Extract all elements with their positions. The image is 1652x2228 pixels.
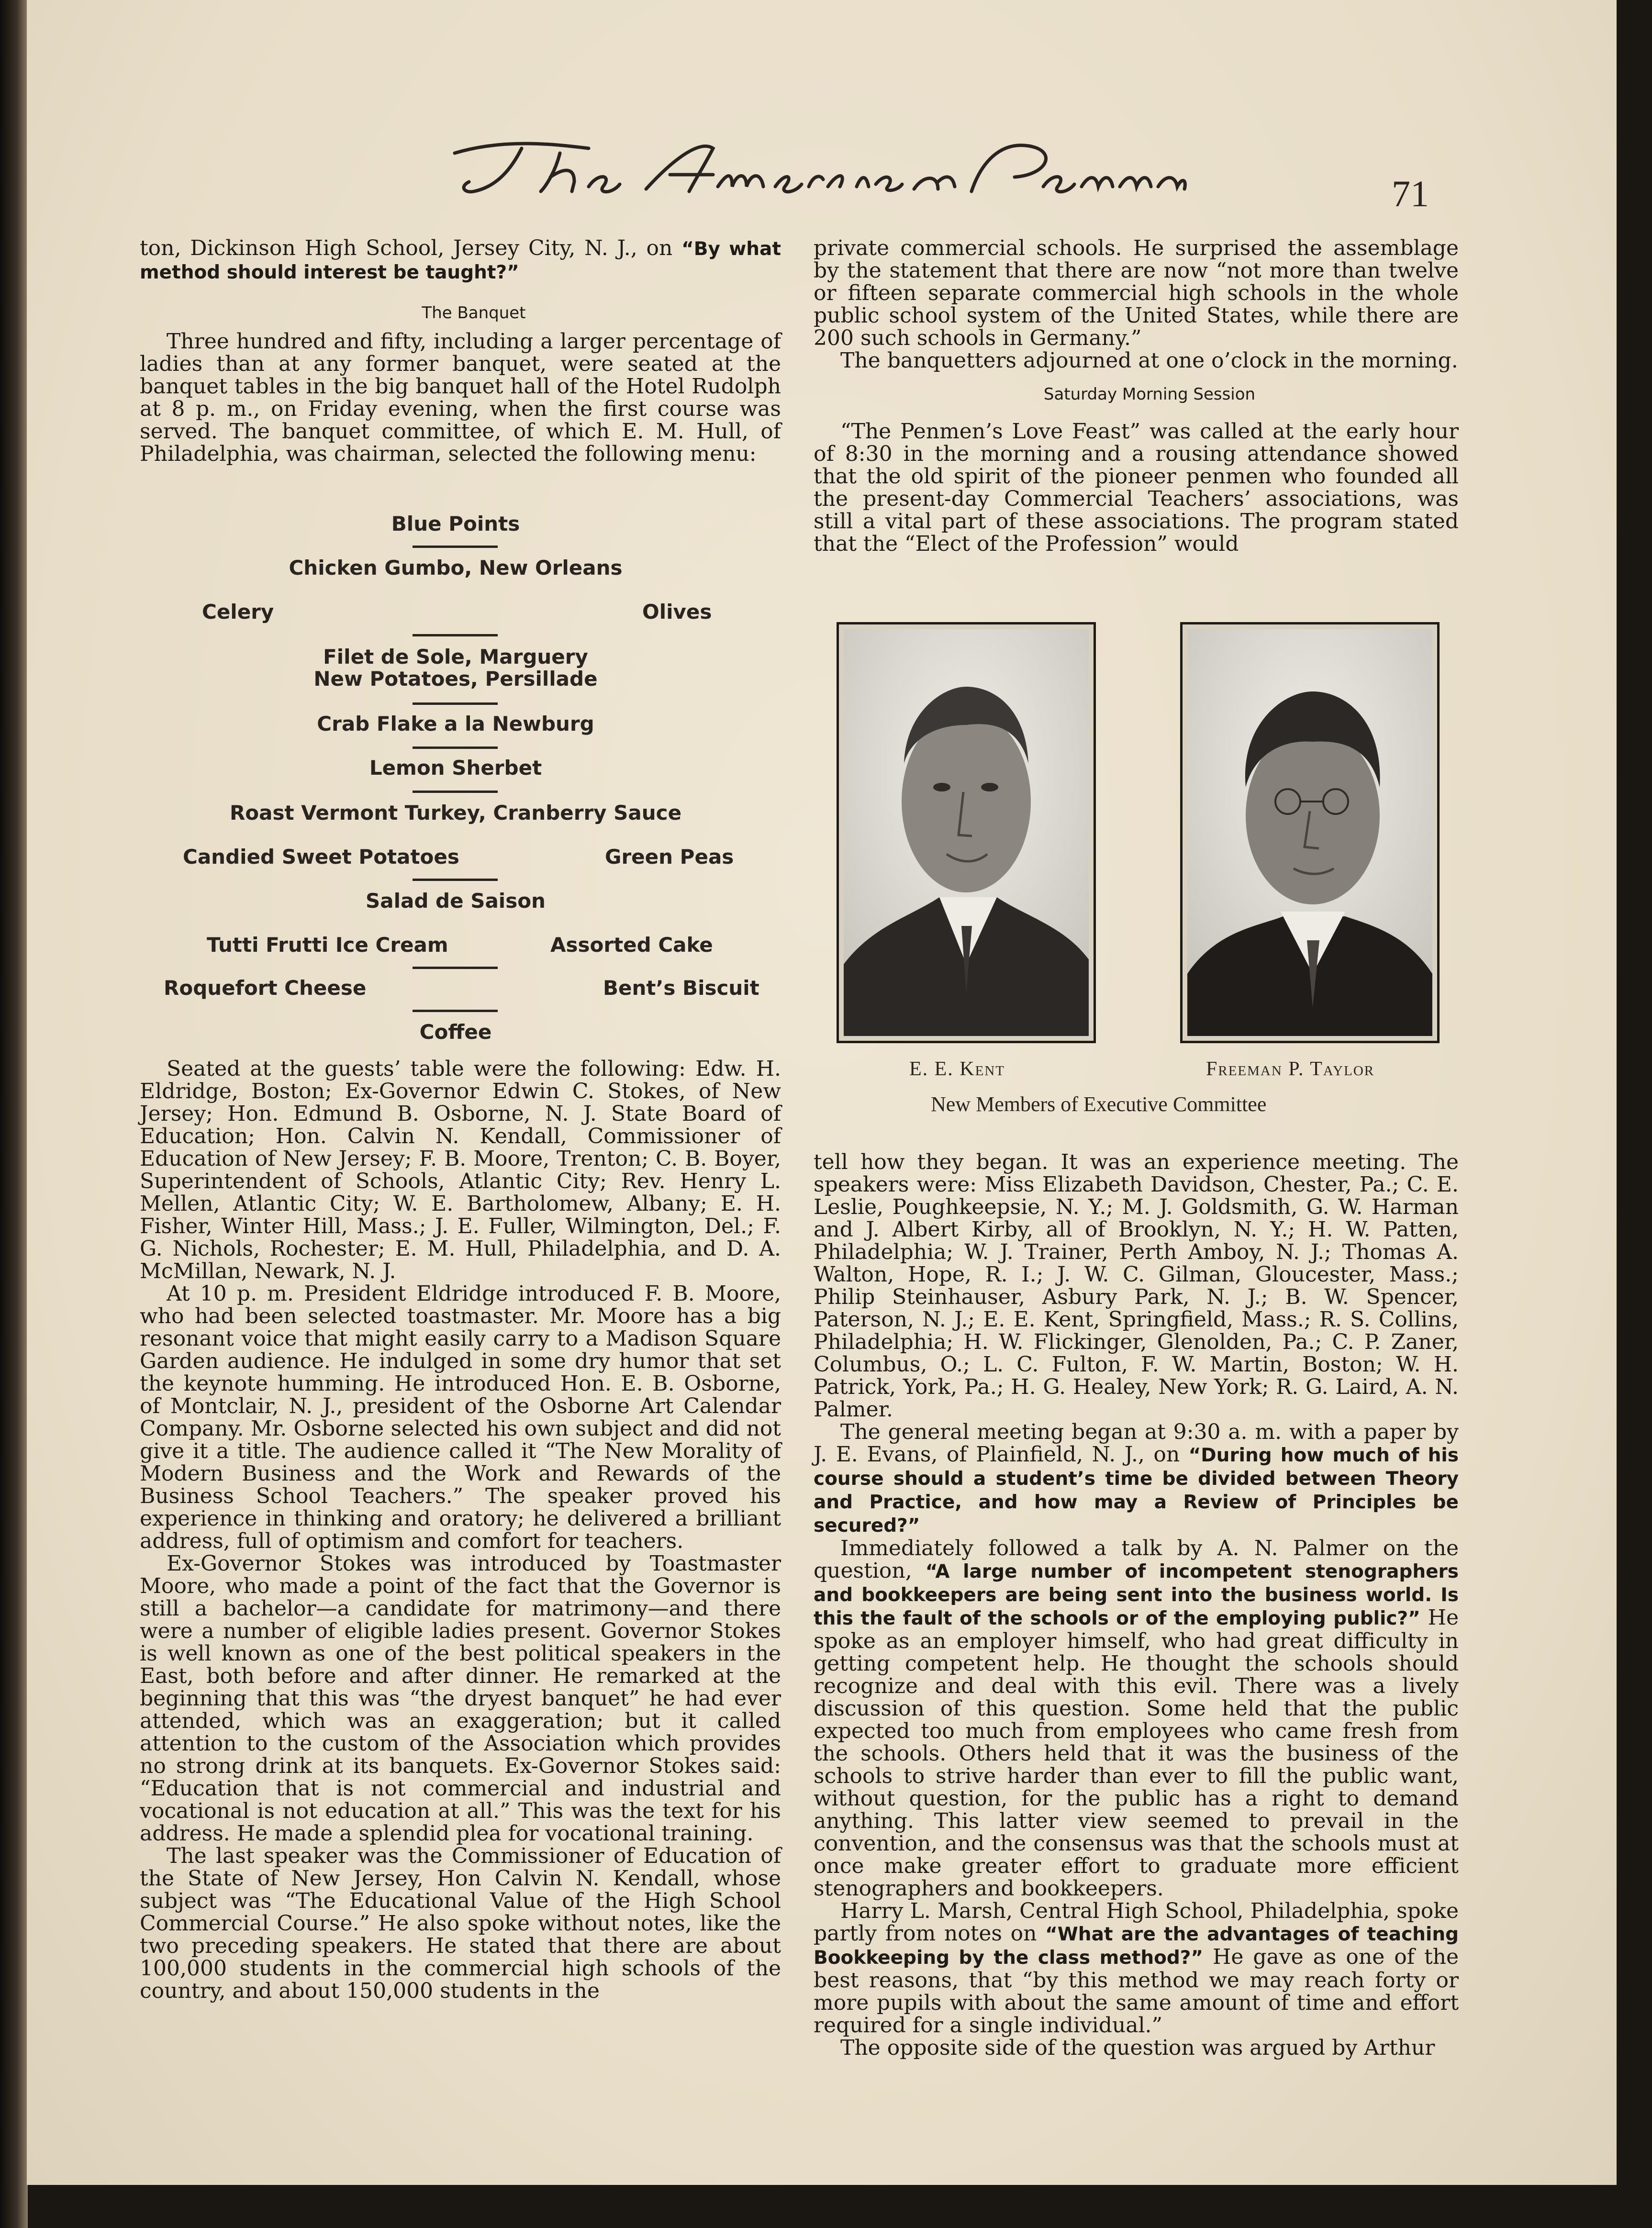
menu-divider — [413, 791, 498, 793]
marsh-paragraph — [814, 1900, 1459, 2037]
marsh-text-continued: He gave as one of the best reasons, that “by this method we may reach forty or more pupils with about the same amount of time and effort required for a single individual.” — [814, 1945, 1459, 2038]
caption-taylor: Freeman P. Taylor — [1206, 1058, 1375, 1080]
banquet-heading: The Banquet — [422, 303, 526, 323]
menu-sweet-potatoes: Candied Sweet Potatoes — [183, 845, 459, 869]
menu-gumbo: Chicken Gumbo, New Orleans — [289, 556, 623, 579]
menu-peas: Green Peas — [605, 845, 734, 869]
menu-potatoes: New Potatoes, Persillade — [313, 667, 598, 691]
speakers-paragraph: tell how they began. It was an experience meeting. The speakers were: Miss Elizabeth Davidson, Chester, Pa.; C. E. Leslie, Poughkeepsie, N. Y.; M. J. Goldsmith, G. W. Harman and J. Albert Kirby, all of Brooklyn, N. Y.; H. W. Patten, Philadelphia; W. J. Trainer, Perth Amboy, N. J.; Thomas A. Walton, Hope, R. I.; J. W. C. Gilman, Gloucester, Mass.; Philip Steinhauser, Asbury Park, N. J.; B. W. Spencer, Paterson, N. J.; E. E. Kent, Springfield, Mass.; R. S. Collins, Philadelphia; H. W. Flickinger, Glenolden, Pa.; C. P. Zaner, Columbus, O.; L. C. Fulton, F. W. Martin, Boston; W. H. Patrick, York, Pa.; H. G. Healey, New York; R. G. Laird, A. N. Palmer. — [814, 1150, 1459, 1422]
menu-ice-cream: Tutti Frutti Ice Cream — [207, 933, 448, 957]
banquet-paragraph: Three hundred and fifty, including a larger percentage of ladies than at any former banquet, were seated at the banquet tables in the big banquet hall of the Hotel Rudolph at 8 p. m., on Friday evening, when the first course was served. The banquet committee, of which E. M. Hull, of Philadelphia, was chairman, selected the following menu: — [140, 329, 781, 466]
love-feast-paragraph: “The Penmen’s Love Feast” was called at the early hour of 8:30 in the morning and a rousing attendance showed that the old spirit of the pioneer penmen who founded all the present-day Commercial Teachers’ associations, was still a vital part of these associations. The program stated that the “Elect of the Profession” would — [814, 419, 1459, 556]
menu-coffee: Coffee — [419, 1020, 492, 1044]
menu-cake: Assorted Cake — [550, 933, 713, 957]
left-column-top — [140, 237, 781, 465]
kendall-paragraph: The last speaker was the Commissioner of Education of the State of New Jersey, Hon Calvin N. Kendall, whose subject was “The Educational Value of the High School Commercial Course.” He also spoke without notes, like the two preceding speakers. He stated that there are about 100,000 students in the commercial high schools of the country, and about 150,000 students in the — [140, 1844, 781, 2003]
right-column-bottom — [814, 1151, 1459, 2059]
marsh-question: “What are the advantages of teaching Bookkeeping by the class method?” — [814, 1924, 1459, 1969]
menu-filet: Filet de Sole, Marguery — [323, 645, 588, 668]
menu-divider — [413, 967, 498, 969]
palmer-question: “A large number of incompetent stenographers and bookkeepers are being sent into the business world. Is this the fault of the schools or of the employing public?” — [814, 1561, 1459, 1629]
book-binding — [0, 0, 28, 2228]
stokes-paragraph: Ex-Governor Stokes was introduced by Toastmaster Moore, who made a point of the fact that the Governor is still a bachelor—a candidate for matrimony—and there were a number of eligible ladies present. Governor Stokes is well known as one of the best political speakers in the East, both before and after dinner. He remarked at the beginning that this was “the dryest banquet” he had ever attended, which was an exaggeration; but it called attention to the custom of the Association which provides no strong drink at its banquets. Ex-Governor Stokes said: “Education that is not commercial and industrial and vocational is not education at all.” This was the text for his address. He made a splendid plea for vocational training. — [140, 1551, 781, 1846]
portrait-frame-kent — [837, 622, 1096, 1043]
menu-divider — [413, 702, 498, 705]
private-schools-paragraph: private commercial schools. He surprised the assemblage by the statement that there are now “not more than twelve or fifteen separate commercial high schools in the whole public school system of the United States, while there are 200 such schools in Germany.” — [814, 236, 1459, 350]
menu-divider — [413, 1010, 498, 1012]
menu-divider — [413, 634, 498, 636]
palmer-text: Immediately followed a talk by A. N. Palmer on the question, — [814, 1536, 1459, 1583]
menu-cheese: Roquefort Cheese — [164, 976, 367, 1000]
palmer-text-continued: He spoke as an employer himself, who had great difficulty in getting competent help. He thought the schools should recognize and deal with this evil. There was a lively discussion of this question. Some held that the public expected too much from employees who came fresh from the schools. Others held that it was the business of the schools to strive harder than ever to fill the public want, without question, for the public has a right to demand anything. This latter view seemed to prevail in the convention, and the consensus was that the schools must at once make greater effort to graduate more efficient stenographers and bookkeepers. — [814, 1605, 1459, 1901]
menu-blue-points: Blue Points — [391, 512, 520, 535]
portrait-taylor-photo — [1187, 629, 1432, 1036]
banquet-menu — [145, 512, 786, 1053]
menu-biscuit: Bent’s Biscuit — [603, 976, 759, 1000]
intro-paragraph — [140, 237, 781, 284]
intro-question: “By what method should interest be taught?” — [140, 238, 781, 283]
guests-paragraph: Seated at the guests’ table were the following: Edw. H. Eldridge, Boston; Ex-Governor Edwin C. Stokes, of New Jersey; Hon. Edmund B. Osborne, N. J. State Board of Education; Hon. Calvin N. Kendall, Commissioner of Education of New Jersey; F. B. Moore, Trenton; C. B. Boyer, Superintendent of Schools, Atlantic City; Rev. Henry L. Mellen, Atlantic City; W. E. Bartholomew, Albany; E. H. Fisher, Winter Hill, Mass.; J. E. Fuller, Wilmington, Del.; F. G. Nichols, Rochester; E. M. Hull, Philadelphia, and D. A. McMillan, Newark, N. J. — [140, 1057, 781, 1283]
marsh-text: Harry L. Marsh, Central High School, Philadelphia, spoke partly from notes on — [814, 1899, 1459, 1946]
opposite-paragraph: The opposite side of the question was argued by Arthur — [840, 2036, 1435, 2060]
caption-executive-committee: New Members of Executive Committee — [931, 1092, 1267, 1116]
menu-divider — [413, 546, 498, 548]
left-column-bottom — [140, 1058, 781, 2002]
general-meeting-paragraph — [814, 1421, 1459, 1537]
menu-divider — [413, 746, 498, 749]
adjourn-paragraph: The banquetters adjourned at one o’clock in the morning. — [840, 348, 1458, 373]
menu-sherbet: Lemon Sherbet — [369, 756, 542, 780]
portrait-kent-photo — [844, 629, 1089, 1036]
right-column-top — [814, 237, 1459, 555]
saturday-heading: Saturday Morning Session — [1043, 385, 1256, 404]
general-meeting-question: “During how much of his course should a student’s time be divided between Theory and Practice, and how may a Review of Principles be secured?” — [814, 1445, 1459, 1537]
portrait-frame-taylor — [1180, 622, 1440, 1043]
moore-paragraph: At 10 p. m. President Eldridge introduced F. B. Moore, who had been selected toastmaster. Mr. Moore has a big resonant voice that might easily carry to a Madison Square Garden audience. He indulged in some dry humor that set the keynote humming. He introduced Hon. E. B. Osborne, of Montclair, N. J., president of the Osborne Art Calendar Company. Mr. Osborne selected his own subject and did not give it a title. The audience called it “The New Morality of Modern Business and the Work and Rewards of the Business School Teachers.” The speaker proved his experience in thinking and oratory; he delivered a brilliant address, full of optimism and comfort for teachers. — [140, 1281, 781, 1553]
masthead-script-logo — [445, 134, 1192, 206]
menu-turkey: Roast Vermont Turkey, Cranberry Sauce — [229, 801, 682, 824]
general-meeting-text: The general meeting began at 9:30 a. m. with a paper by J. E. Evans, of Plainfield, N. J., on — [814, 1420, 1459, 1467]
caption-kent: E. E. Kent — [909, 1058, 1005, 1080]
intro-text: ton, Dickinson High School, Jersey City, N. J., on — [140, 236, 682, 260]
menu-divider — [413, 879, 498, 881]
menu-olives: Olives — [642, 600, 712, 624]
palmer-paragraph — [814, 1537, 1459, 1900]
menu-crab: Crab Flake a la Newburg — [317, 712, 594, 735]
menu-salad: Salad de Saison — [366, 889, 546, 913]
page-number: 71 — [1392, 173, 1429, 214]
menu-celery: Celery — [202, 600, 274, 624]
